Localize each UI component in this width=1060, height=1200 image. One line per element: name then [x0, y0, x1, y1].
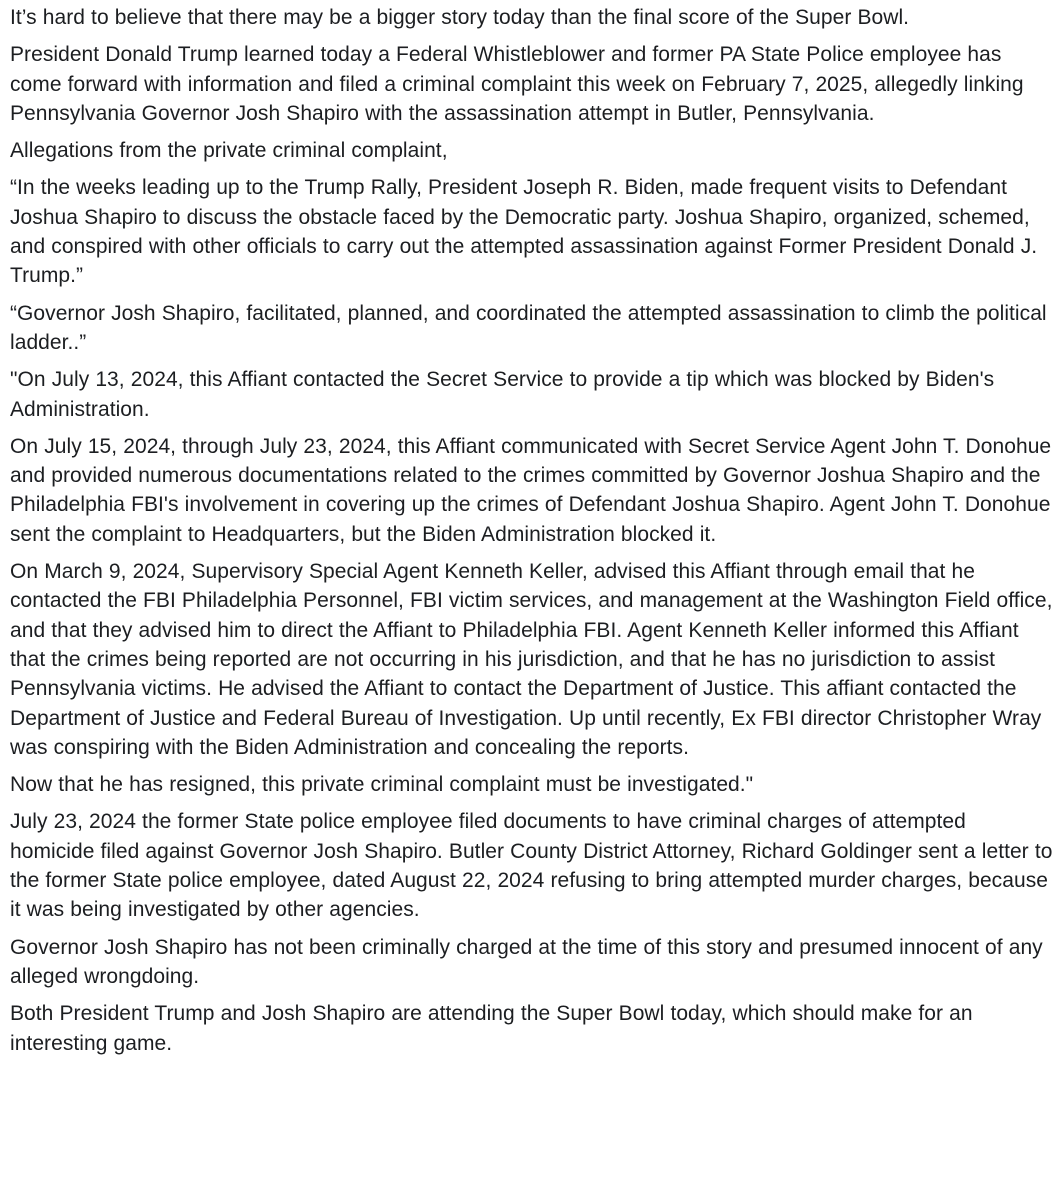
paragraph-charges-filed: July 23, 2024 the former State police employee filed documents to have criminal charges of attempted homicide filed against Governor Josh Shapiro. Butler County District Attorney, Richard Goldinger sent a letter to the former State police employee, dated August 22, 2024 refusing to bring attempted murder charges, because it was being investigated by other agencies. — [10, 810, 1053, 922]
paragraph-intro: It’s hard to believe that there may be a bigger story today than the final score of the Super Bowl. — [10, 6, 910, 29]
paragraph-agent-keller: On March 9, 2024, Supervisory Special Agent Kenneth Keller, advised this Affiant through email that he contacted the FBI Philadelphia Personnel, FBI victim services, and management at the Washington Field office, and that they advised him to direct the Affiant to Philadelphia FBI. Agent Kenneth Keller informed this Affiant that the crimes being reported are not occurring in his jurisdiction, and that he has no jurisdiction to assist Pennsylvania victims. He advised the Affiant to contact the Department of Justice. This affiant contacted the Department of Justice and Federal Bureau of Investigation. Up until recently, Ex FBI director Christopher Wray was conspiring with the Biden Administration and concealing the reports. — [10, 560, 1053, 759]
paragraph-presumed-innocent: Governor Josh Shapiro has not been criminally charged at the time of this story and presumed innocent of any alleged wrongdoing. — [10, 935, 1043, 988]
paragraph-agent-donohue: On July 15, 2024, through July 23, 2024, this Affiant communicated with Secret Service Agent John T. Donohue and provided numerous documentations related to the crimes committed by Governor Joshua Shapiro and the Philadelphia FBI's involvement in covering up the crimes of Defendant Joshua Shapiro. Agent John T. Donohue sent the complaint to Headquarters, but the Biden Administration blocked it. — [10, 434, 1052, 546]
paragraph-quote-political-ladder: “Governor Josh Shapiro, facilitated, planned, and coordinated the attempted assassination to climb the political ladder..” — [10, 301, 1047, 354]
post-body — [10, 3, 1056, 1066]
paragraph-super-bowl: Both President Trump and Josh Shapiro are attending the Super Bowl today, which should make for an interesting game. — [10, 1002, 973, 1055]
paragraph-secret-service-tip: "On July 13, 2024, this Affiant contacted the Secret Service to provide a tip which was blocked by Biden's Administration. — [10, 368, 995, 421]
paragraph-whistleblower: President Donald Trump learned today a Federal Whistleblower and former PA State Police employee has come forward with information and filed a criminal complaint this week on February 7, 2025, allegedly linking Pennsylvania Governor Josh Shapiro with the assassination attempt in Butler, Pennsylvania. — [10, 43, 1024, 125]
paragraph-resigned: Now that he has resigned, this private criminal complaint must be investigated." — [10, 773, 754, 797]
paragraph-allegations-lead: Allegations from the private criminal complaint, — [10, 139, 448, 163]
paragraph-quote-biden-visits: “In the weeks leading up to the Trump Rally, President Joseph R. Biden, made frequent visits to Defendant Joshua Shapiro to discuss the obstacle faced by the Democratic party. Joshua Shapiro, organized, schemed, and conspired with other officials to carry out the attempted assassination against Former President Donald J. Trump.” — [10, 176, 1038, 288]
